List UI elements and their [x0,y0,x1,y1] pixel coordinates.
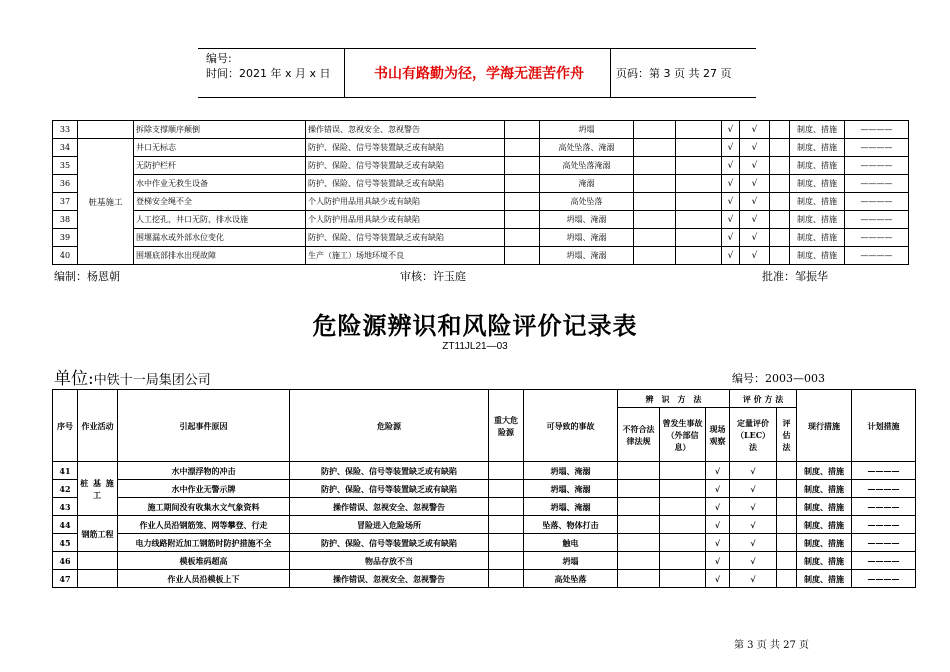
cell-cause: 拆除支撑顺序颠倒 [134,121,306,139]
cell-accident: 坍塌、淹溺 [524,462,618,480]
cell-ident-3: √ [722,247,740,265]
col-header-ident-1: 不符合法律法规 [618,408,660,462]
cell-plan: ———— [845,247,909,265]
cell-major [505,121,540,139]
cell-plan: ———— [852,498,916,516]
cell-major [505,193,540,211]
cell-cause: 电力线路附近加工钢筋时防护措施不全 [118,534,290,552]
cell-eval-2 [777,498,797,516]
cell-hazard: 防护、保险、信号等装置缺乏或有缺陷 [306,157,505,175]
cell-eval-2 [770,211,790,229]
page-header [198,48,756,98]
cell-cause: 围堰漏水或外部水位变化 [134,229,306,247]
cell-eval-1: √ [740,139,770,157]
cell-eval-2 [777,516,797,534]
cell-ident-3: √ [706,480,730,498]
cell-no: 37 [53,193,78,211]
cell-accident: 高处坠落 [524,570,618,588]
cell-plan: ———— [845,139,909,157]
table-row [53,247,909,265]
table-row [53,552,916,570]
cell-hazard: 冒险进入危险场所 [290,516,489,534]
table-row [53,480,916,498]
cell-ident-2 [676,139,722,157]
cell-no: 39 [53,229,78,247]
cell-no: 44 [53,516,78,534]
cell-ident-2 [676,175,722,193]
cell-major [489,516,524,534]
cell-ident-3: √ [706,462,730,480]
col-header-ident-group: 辨 识 方 法 [618,390,730,408]
cell-accident: 坠落、物体打击 [524,516,618,534]
cell-hazard: 个人防护用品用具缺少或有缺陷 [306,211,505,229]
cell-no: 35 [53,157,78,175]
cell-plan: ———— [845,211,909,229]
cell-eval-1: √ [740,229,770,247]
form-title: 危险源辨识和风险评价记录表 [312,312,638,340]
cell-measure: 制度、措施 [790,211,845,229]
cell-major [505,139,540,157]
table-row [53,229,909,247]
cell-ident-3: √ [706,570,730,588]
cell-plan: ———— [845,121,909,139]
cell-plan: ———— [845,157,909,175]
cell-measure: 制度、措施 [790,229,845,247]
cell-accident: 淹溺 [540,175,634,193]
cell-measure: 制度、措施 [797,462,852,480]
col-header-eval-2: 评估法 [777,408,797,462]
header-time: 时间：2021 年 x 月 x 日 [206,67,331,80]
header-divider [610,49,611,97]
cell-cause: 登梯安全绳不全 [134,193,306,211]
cell-no: 45 [53,534,78,552]
table-row [53,534,916,552]
cell-no: 46 [53,552,78,570]
cell-cause: 模板堆码超高 [118,552,290,570]
cell-hazard: 防护、保险、信号等装置缺乏或有缺陷 [290,534,489,552]
cell-cause: 施工期间没有收集水文气象资料 [118,498,290,516]
cell-ident-2 [660,552,706,570]
cell-eval-2 [770,139,790,157]
cell-major [489,552,524,570]
cell-hazard: 防护、保险、信号等装置缺乏或有缺陷 [290,462,489,480]
cell-ident-2 [660,516,706,534]
cell-ident-1 [618,462,660,480]
cell-ident-3: √ [722,139,740,157]
table-row [53,139,909,157]
cell-eval-2 [770,121,790,139]
cell-ident-3: √ [722,193,740,211]
cell-activity [78,121,134,139]
cell-ident-1 [634,139,676,157]
cell-plan: ———— [845,229,909,247]
col-header-major: 重大危险源 [489,390,524,462]
cell-cause: 围堰底部排水出现故障 [134,247,306,265]
cell-activity-group: 桩基施工 [78,139,134,265]
col-header-measure: 现行措施 [797,390,852,462]
cell-accident: 坍塌、淹溺 [540,211,634,229]
cell-eval-1: √ [730,552,777,570]
unit-name: 中铁十一局集团公司 [93,373,211,388]
cell-eval-1: √ [740,121,770,139]
cell-ident-1 [634,193,676,211]
cell-plan: ———— [852,480,916,498]
table-row [53,498,916,516]
cell-cause: 井口无标志 [134,139,306,157]
cell-major [505,157,540,175]
cell-ident-1 [634,157,676,175]
table-row [53,462,916,480]
table-row [53,516,916,534]
cell-ident-3: √ [706,498,730,516]
cell-accident: 高处坠落 [540,193,634,211]
cell-accident: 高处坠落淹溺 [540,157,634,175]
cell-accident: 坍塌、淹溺 [524,498,618,516]
cell-measure: 制度、措施 [790,193,845,211]
cell-hazard: 防护、保险、信号等装置缺乏或有缺陷 [306,229,505,247]
cell-ident-2 [660,534,706,552]
cell-major [505,229,540,247]
cell-major [489,534,524,552]
unit-label: 单位: [54,369,94,389]
table-row [53,121,909,139]
cell-major [489,570,524,588]
cell-eval-2 [777,462,797,480]
cell-ident-1 [634,175,676,193]
cell-measure: 制度、措施 [797,552,852,570]
cell-ident-2 [676,121,722,139]
cell-eval-1: √ [730,498,777,516]
cell-major [505,247,540,265]
cell-eval-1: √ [730,462,777,480]
col-header-hazard: 危险源 [290,390,489,462]
cell-no: 41 [53,462,78,480]
cell-no: 40 [53,247,78,265]
cell-plan: ———— [845,175,909,193]
cell-activity [78,570,118,588]
cell-ident-3: √ [722,229,740,247]
cell-ident-3: √ [722,175,740,193]
cell-ident-2 [676,229,722,247]
col-header-eval-group: 评 价 方 法 [730,390,797,408]
cell-major [489,498,524,516]
header-page: 页码：第 3 页 共 27 页 [616,67,732,80]
cell-ident-1 [618,480,660,498]
col-header-ident-2: 曾发生事故（外部信息） [660,408,706,462]
cell-activity-group: 钢筋工程 [78,516,118,552]
cell-plan: ———— [845,193,909,211]
cell-eval-2 [777,534,797,552]
cell-major [489,480,524,498]
page-footer: 第 3 页 共 27 页 [734,640,809,651]
cell-ident-2 [676,247,722,265]
cell-accident: 坍塌、淹溺 [524,480,618,498]
col-header-no: 序号 [53,390,78,462]
cell-measure: 制度、措施 [797,570,852,588]
cell-ident-3: √ [706,516,730,534]
cell-eval-1: √ [740,211,770,229]
cell-hazard: 操作错误、忽视安全、忽视警告 [290,570,489,588]
cell-hazard: 防护、保险、信号等装置缺乏或有缺陷 [290,480,489,498]
cell-activity [78,552,118,570]
cell-measure: 制度、措施 [797,534,852,552]
cell-ident-3: √ [706,552,730,570]
cell-no: 42 [53,480,78,498]
cell-ident-2 [676,157,722,175]
cell-accident: 坍塌 [524,552,618,570]
cell-ident-1 [634,247,676,265]
cell-hazard: 生产（施工）场地环境不良 [306,247,505,265]
cell-ident-2 [660,570,706,588]
cell-cause: 水中作业无警示牌 [118,480,290,498]
cell-hazard: 防护、保险、信号等装置缺乏或有缺陷 [306,139,505,157]
cell-ident-1 [634,229,676,247]
col-header-eval-1: 定量评价（LEC）法 [730,408,777,462]
col-header-ident-3: 现场观察 [706,408,730,462]
cell-eval-2 [777,480,797,498]
cell-accident: 高处坠落、淹溺 [540,139,634,157]
cell-measure: 制度、措施 [790,139,845,157]
table-row [53,157,909,175]
form-doc-no: 编号：2003—003 [732,372,825,385]
cell-cause: 作业人员沿钢筋笼、网等攀登、行走 [118,516,290,534]
cell-ident-1 [618,534,660,552]
signature-reviewed: 审核：许玉庭 [400,270,466,283]
cell-eval-2 [770,247,790,265]
cell-eval-2 [770,229,790,247]
cell-eval-1: √ [730,480,777,498]
cell-measure: 制度、措施 [797,516,852,534]
cell-ident-3: √ [722,121,740,139]
table-row [53,175,909,193]
cell-cause: 人工挖孔、井口无防、排水设施 [134,211,306,229]
cell-cause: 水中作业无救生设备 [134,175,306,193]
cell-ident-2 [676,193,722,211]
cell-eval-1: √ [730,516,777,534]
cell-eval-1: √ [740,157,770,175]
cell-ident-1 [618,552,660,570]
cell-measure: 制度、措施 [790,175,845,193]
cell-cause: 作业人员沿模板上下 [118,570,290,588]
table-row [53,570,916,588]
cell-measure: 制度、措施 [797,498,852,516]
form-code: ZT11JL21—03 [442,341,508,352]
header-motto: 书山有路勤为径，学海无涯苦作舟 [374,66,584,82]
cell-eval-1: √ [740,193,770,211]
cell-eval-1: √ [730,534,777,552]
cell-hazard: 物品存放不当 [290,552,489,570]
cell-eval-2 [777,570,797,588]
cell-hazard: 个人防护用品用具缺少或有缺陷 [306,193,505,211]
cell-eval-2 [770,193,790,211]
cell-ident-2 [660,498,706,516]
cell-ident-3: √ [722,157,740,175]
signature-compiled: 编制：杨恩朝 [54,270,120,283]
cell-no: 47 [53,570,78,588]
cell-eval-2 [770,157,790,175]
cell-no: 38 [53,211,78,229]
cell-plan: ———— [852,516,916,534]
cell-plan: ———— [852,462,916,480]
cell-ident-2 [676,211,722,229]
cell-eval-1: √ [740,247,770,265]
cell-accident: 坍塌 [540,121,634,139]
cell-hazard: 操作错误、忽视安全、忽视警告 [290,498,489,516]
cell-hazard: 操作错误、忽视安全、忽视警告 [306,121,505,139]
col-header-activity: 作业活动 [78,390,118,462]
cell-no: 36 [53,175,78,193]
cell-accident: 坍塌、淹溺 [540,247,634,265]
cell-ident-1 [618,498,660,516]
cell-ident-1 [618,516,660,534]
cell-eval-1: √ [730,570,777,588]
cell-no: 34 [53,139,78,157]
cell-ident-1 [634,211,676,229]
cell-no: 43 [53,498,78,516]
header-divider [344,49,345,97]
cell-plan: ———— [852,570,916,588]
cell-cause: 无防护栏杆 [134,157,306,175]
cell-accident: 坍塌、淹溺 [540,229,634,247]
col-header-cause: 引起事件原因 [118,390,290,462]
table-row [53,193,909,211]
cell-major [489,462,524,480]
cell-ident-3: √ [706,534,730,552]
cell-eval-2 [770,175,790,193]
cell-eval-2 [777,552,797,570]
cell-measure: 制度、措施 [790,157,845,175]
cell-cause: 水中漂浮物的冲击 [118,462,290,480]
cell-ident-3: √ [722,211,740,229]
cell-measure: 制度、措施 [790,121,845,139]
unit-line [54,364,211,389]
cell-eval-1: √ [740,175,770,193]
col-header-accident: 可导致的事故 [524,390,618,462]
cell-major [505,211,540,229]
cell-ident-2 [660,462,706,480]
header-info [206,51,331,81]
cell-ident-1 [618,570,660,588]
cell-accident: 触电 [524,534,618,552]
cell-no: 33 [53,121,78,139]
cell-measure: 制度、措施 [797,480,852,498]
header-doc-no: 编号: [206,52,232,65]
cell-plan: ———— [852,552,916,570]
cell-plan: ———— [852,534,916,552]
table-row [53,211,909,229]
cell-measure: 制度、措施 [790,247,845,265]
record-table [52,389,916,588]
cell-major [505,175,540,193]
cell-activity-group: 桩 基 施 工 [78,462,118,516]
cell-ident-2 [660,480,706,498]
cell-ident-1 [634,121,676,139]
signature-approved: 批准：邹振华 [762,270,828,283]
col-header-plan: 计划措施 [852,390,916,462]
cell-hazard: 防护、保险、信号等装置缺乏或有缺陷 [306,175,505,193]
top-record-table [52,120,909,265]
